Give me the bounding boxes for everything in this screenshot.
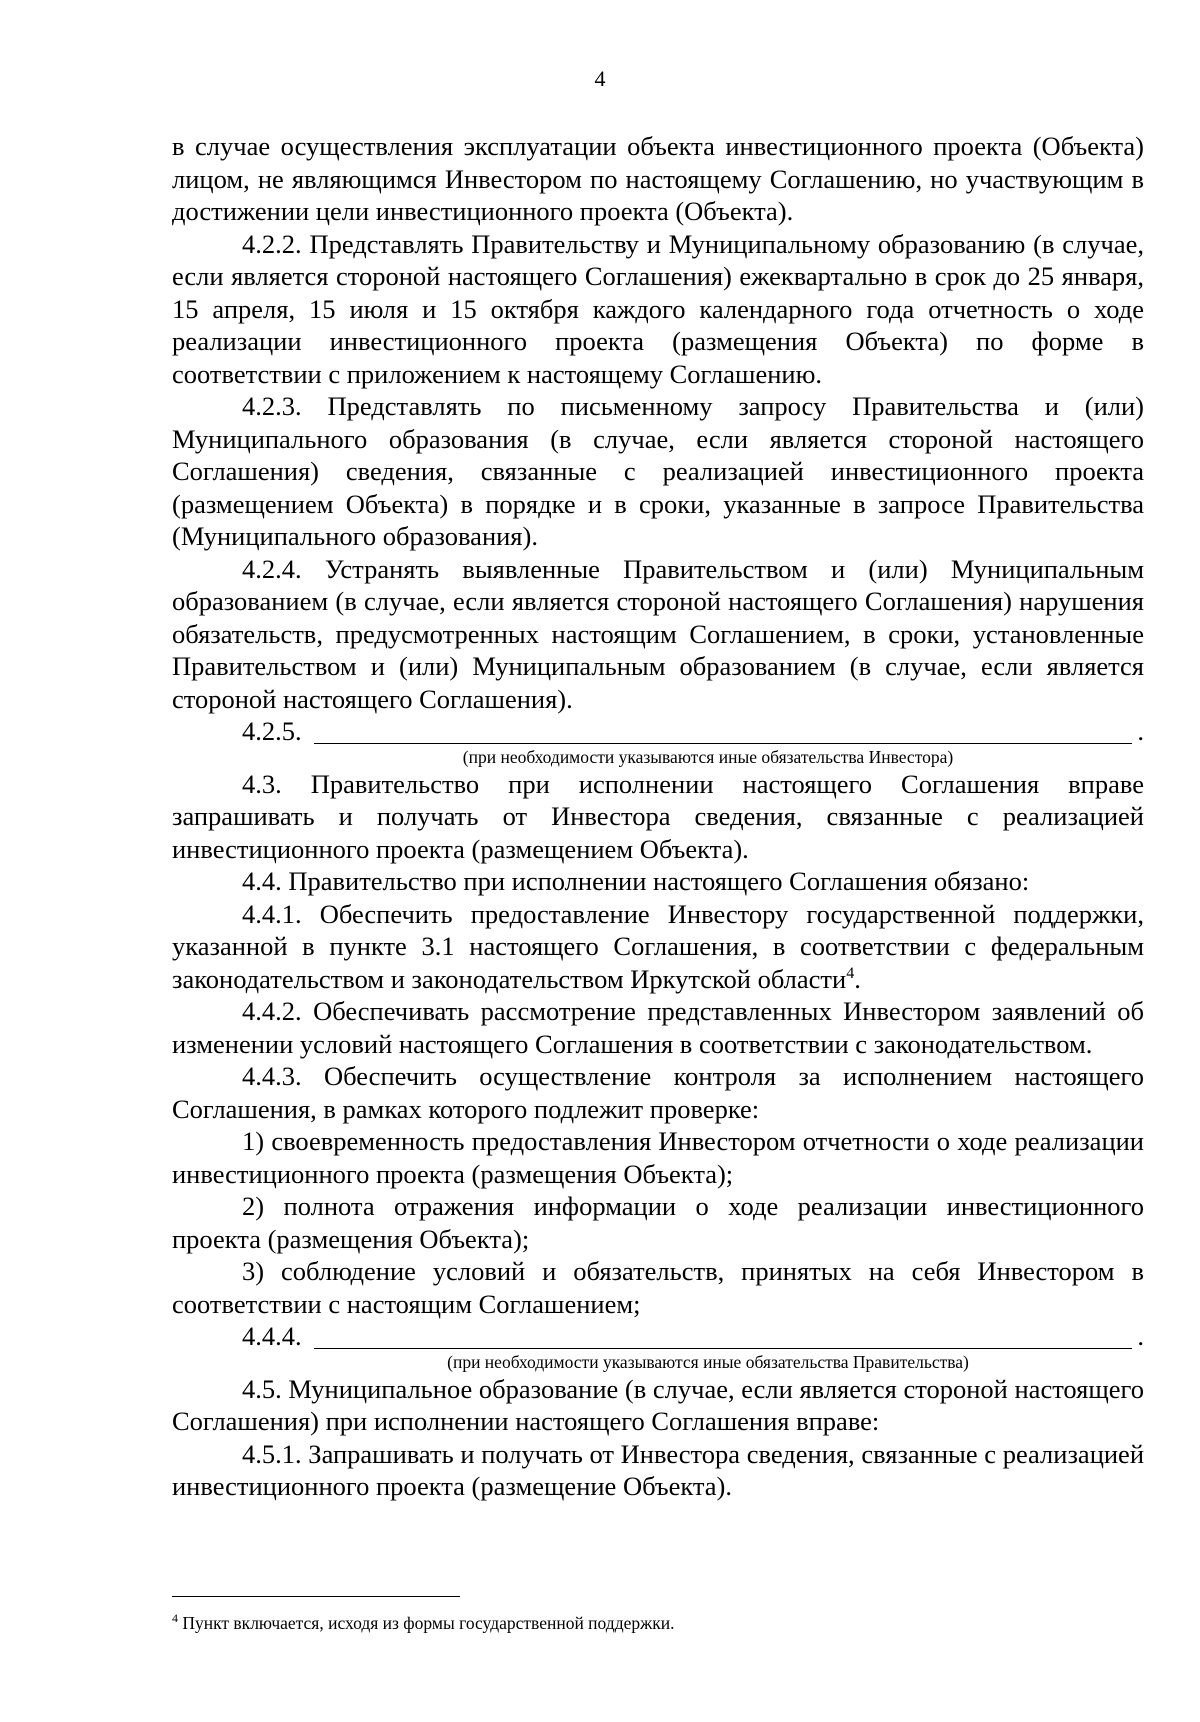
paragraph-4-4-1-text: 4.4.1. Обеспечить предоставление Инвестору государственной поддержки, указанной в пункте 3.1 настоящего Соглашения, в соответствии с федеральным законодательством и законодательством Иркутской области xyxy=(172,898,1144,994)
line-end-period: . xyxy=(1137,716,1144,746)
footnote-mark: 4 xyxy=(172,1611,178,1626)
footnote xyxy=(172,1612,1072,1634)
paragraph-4-4-1 xyxy=(172,898,1144,996)
paragraph-4-4-2: 4.4.2. Обеспечивать рассмотрение представленных Инвестором заявлений об изменении условий настоящего Соглашения в соответствии с законодательством. xyxy=(172,996,1144,1059)
blank-hint-4-2-5: (при необходимости указываются иные обязательства Инвестора) xyxy=(462,746,954,767)
footnote-text: Пункт включается, исходя из формы государственной поддержки. xyxy=(178,1613,675,1633)
clause-number-4-2-5: 4.2.5. xyxy=(242,716,302,746)
list-item-1: 1) своевременность предоставления Инвестором отчетности о ходе реализации инвестиционного проекта (размещения Объекта); xyxy=(172,1126,1144,1189)
footnote-ref: 4 xyxy=(846,964,855,982)
blank-field-4-4-4 xyxy=(172,1320,1144,1353)
paragraph-4-3: 4.3. Правительство при исполнении настоящего Соглашения вправе запрашивать и получать от Инвестора сведения, связанные с реализацией инвестиционного проекта (размещением Объекта). xyxy=(172,768,1144,864)
paragraph-4-2-3: 4.2.3. Представлять по письменному запросу Правительства и (или) Муниципального образования (в случае, если является стороной настоящего Соглашения) сведения, связанные с реализацией инвестиционного проекта (размещением Объекта) в порядке и в сроки, указанные в запросе Правительства (Муниципального образования). xyxy=(172,391,1144,551)
blank-hint-4-4-4: (при необходимости указываются иные обязательства Правительства) xyxy=(447,1351,969,1372)
list-item-2: 2) полнота отражения информации о ходе реализации инвестиционного проекта (размещения Объекта); xyxy=(172,1191,1144,1254)
paragraph-4-4-3: 4.4.3. Обеспечить осуществление контроля за исполнением настоящего Соглашения, в рамках которого подлежит проверке: xyxy=(172,1061,1144,1124)
paragraph-4-2-2: 4.2.2. Представлять Правительству и Муниципальному образованию (в случае, если является стороной настоящего Соглашения) ежеквартально в срок до 25 января, 15 апреля, 15 июля и 15 октября каждого календарного года отчетность о ходе реализации инвестиционного проекта (размещения Объекта) по форме в соответствии с приложением к настоящему Соглашению. xyxy=(172,228,1144,389)
paragraph-4-5: 4.5. Муниципальное образование (в случае, если является стороной настоящего Соглашения) при исполнении настоящего Соглашения вправе: xyxy=(172,1373,1144,1436)
fill-in-line xyxy=(314,743,1132,744)
fill-in-line xyxy=(314,1348,1132,1349)
footnote-separator xyxy=(172,1596,460,1597)
clause-number-4-4-4: 4.4.4. xyxy=(242,1321,302,1351)
paragraph-4-4-1-end: . xyxy=(854,963,861,994)
paragraph-4-5-1: 4.5.1. Запрашивать и получать от Инвестора сведения, связанные с реализацией инвестиционного проекта (размещение Объекта). xyxy=(172,1438,1144,1501)
paragraph-continuation: в случае осуществления эксплуатации объекта инвестиционного проекта (Объекта) лицом, не являющимся Инвестором по настоящему Соглашению, но участвующим в достижении цели инвестиционного проекта (Объекта). xyxy=(172,131,1144,226)
paragraph-4-2-4: 4.2.4. Устранять выявленные Правительством и (или) Муниципальным образованием (в случае, если является стороной настоящего Соглашения) нарушения обязательств, предусмотренных настоящим Соглашением, в сроки, установленные Правительством и (или) Муниципальным образованием (в случае, если является стороной настоящего Соглашения). xyxy=(172,553,1144,714)
page-number: 4 xyxy=(594,66,606,91)
blank-field-4-2-5 xyxy=(172,715,1144,748)
paragraph-4-4: 4.4. Правительство при исполнении настоящего Соглашения обязано: xyxy=(242,866,1030,896)
list-item-3: 3) соблюдение условий и обязательств, принятых на себя Инвестором в соответствии с настоящим Соглашением; xyxy=(172,1256,1144,1319)
document-body xyxy=(172,130,1144,1503)
line-end-period: . xyxy=(1137,1321,1144,1351)
